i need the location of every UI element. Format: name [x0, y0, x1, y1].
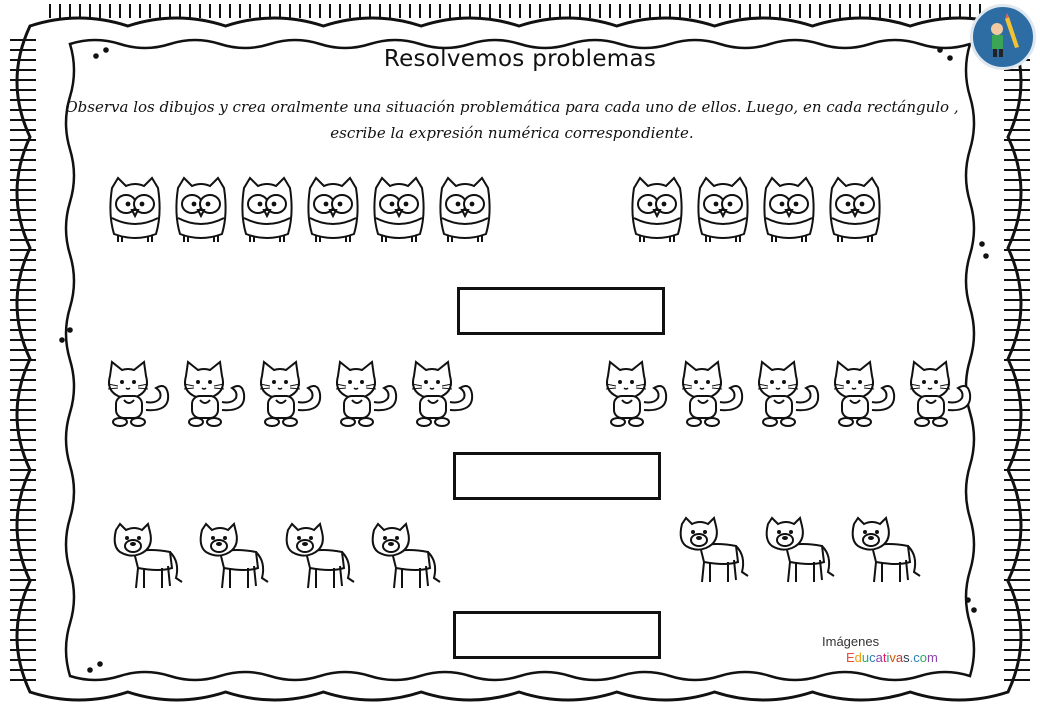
cat-group-right — [600, 358, 976, 430]
owl-icon — [236, 174, 298, 246]
cat-group-left — [102, 358, 478, 430]
answer-box-owls[interactable] — [457, 287, 665, 335]
owl-icon — [434, 174, 496, 246]
cat-icon — [406, 358, 478, 430]
owl-icon — [170, 174, 232, 246]
owl-icon — [104, 174, 166, 246]
answer-box-cats[interactable] — [453, 452, 661, 500]
watermark-line-1: Imágenes — [822, 634, 880, 649]
worksheet-title: Resolvemos problemas — [383, 46, 657, 72]
owl-icon — [824, 174, 886, 246]
dog-group-left — [110, 522, 444, 592]
cat-icon — [330, 358, 402, 430]
cat-icon — [752, 358, 824, 430]
cat-icon — [676, 358, 748, 430]
cat-icon — [178, 358, 250, 430]
dog-icon — [110, 522, 186, 592]
dog-icon — [676, 516, 752, 586]
cat-icon — [600, 358, 672, 430]
answer-box-dogs[interactable] — [453, 611, 661, 659]
owl-icon — [302, 174, 364, 246]
worksheet-instructions: Observa los dibujos y crea oralmente una situación problemática para cada uno de ellos. Luego, en cada rectángulo , escribe la expresión numérica correspondiente. — [65, 98, 959, 142]
owl-icon — [692, 174, 754, 246]
dog-icon — [196, 522, 272, 592]
dog-icon — [848, 516, 924, 586]
watermark-logo — [822, 634, 938, 666]
owl-icon — [758, 174, 820, 246]
owl-icon — [626, 174, 688, 246]
owl-icon — [368, 174, 430, 246]
dog-icon — [368, 522, 444, 592]
owl-group-right — [626, 174, 886, 246]
cat-icon — [254, 358, 326, 430]
dog-group-right — [676, 516, 924, 586]
dog-icon — [762, 516, 838, 586]
cat-icon — [102, 358, 174, 430]
cat-icon — [828, 358, 900, 430]
watermark-line-2: Educativas.com — [846, 650, 938, 665]
dog-icon — [282, 522, 358, 592]
cat-icon — [904, 358, 976, 430]
owl-group-left — [104, 174, 496, 246]
